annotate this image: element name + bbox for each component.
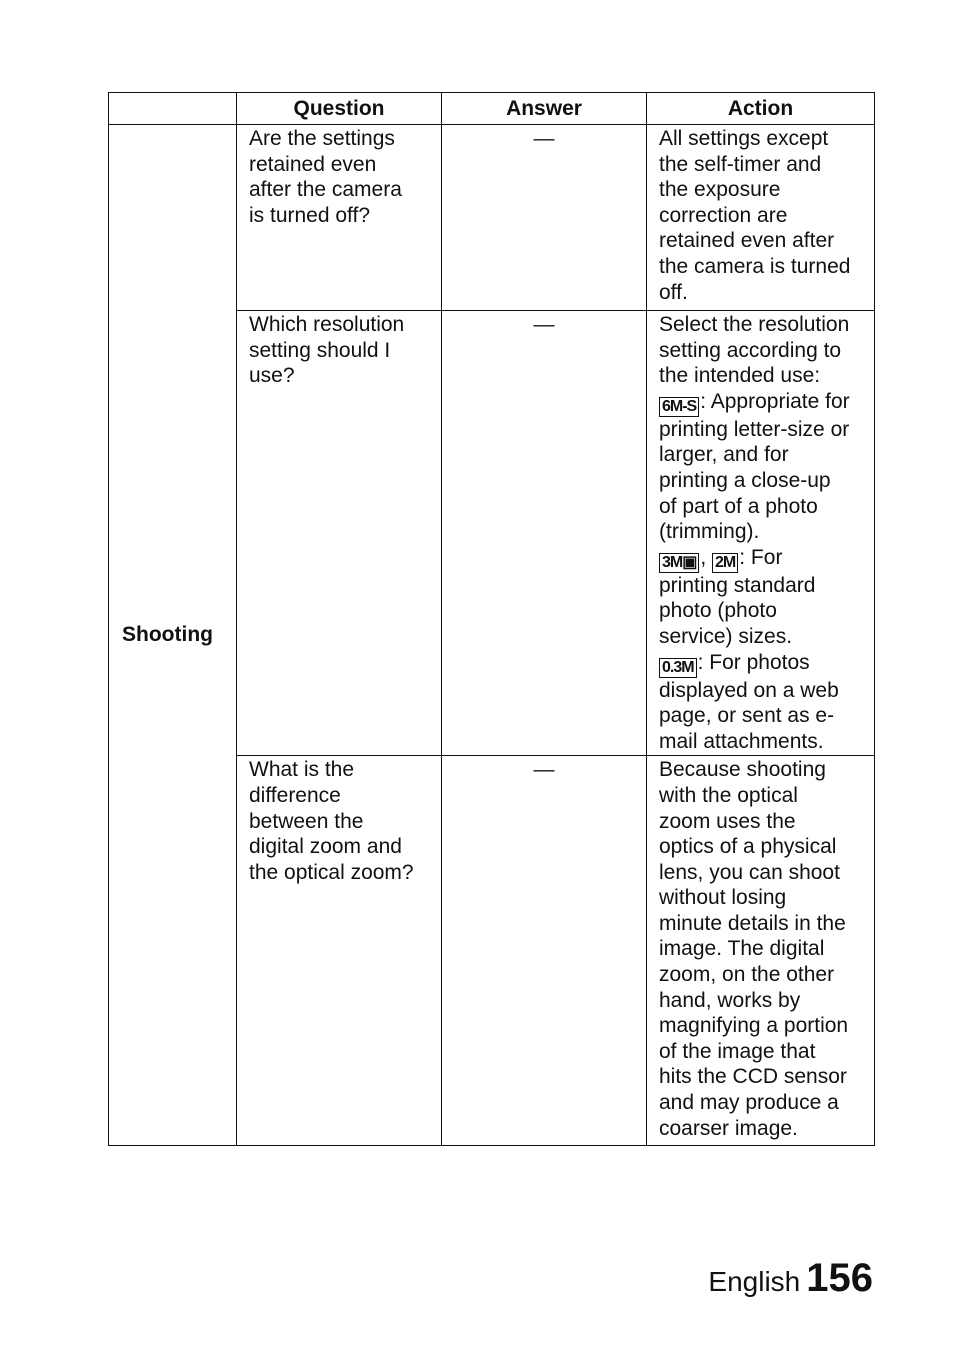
header-question: Question	[237, 93, 442, 125]
header-row	[109, 93, 875, 125]
action-cell: All settings except the self-timer and the exposure correction are retained even after the camera is turned off.	[647, 125, 875, 311]
resolution-0-3m-icon: 0.3M	[659, 658, 697, 678]
troubleshooting-table	[108, 92, 875, 1146]
resolution-3m-icon: 3M▣	[659, 553, 699, 573]
answer-cell: —	[442, 311, 647, 756]
answer-cell: —	[442, 756, 647, 1146]
table-row	[109, 125, 875, 311]
action-cell: Select the resolution setting according to the intended use: 6M-S : Appropriate for printing letter-size or larger, and for printing a close-up of part of a photo (trimming). 3M▣ , 2M : For printing standard photo (photo service) sizes. 0.3M : For photos displayed on a web page, or sent as e- mail attachments.	[647, 311, 875, 756]
header-action: Action	[647, 93, 875, 125]
resolution-6m-s-icon: 6M-S	[659, 397, 699, 417]
question-cell: Are the settings retained even after the camera is turned off?	[237, 125, 442, 311]
category-cell: Shooting	[109, 125, 237, 1146]
resolution-2m-icon: 2M	[712, 553, 738, 573]
question-cell: What is the difference between the digital zoom and the optical zoom?	[237, 756, 442, 1146]
header-category	[109, 93, 237, 125]
page-number: 156	[806, 1256, 873, 1300]
page-footer	[708, 1258, 873, 1302]
footer-language: English	[708, 1266, 801, 1297]
action-cell: Because shooting with the optical zoom uses the optics of a physical lens, you can shoot without losing minute details in the image. The digital zoom, on the other hand, works by magnifying a portion of the image that hits the CCD sensor and may produce a coarser image.	[647, 756, 875, 1146]
question-cell: Which resolution setting should I use?	[237, 311, 442, 756]
header-answer: Answer	[442, 93, 647, 125]
answer-cell: —	[442, 125, 647, 311]
